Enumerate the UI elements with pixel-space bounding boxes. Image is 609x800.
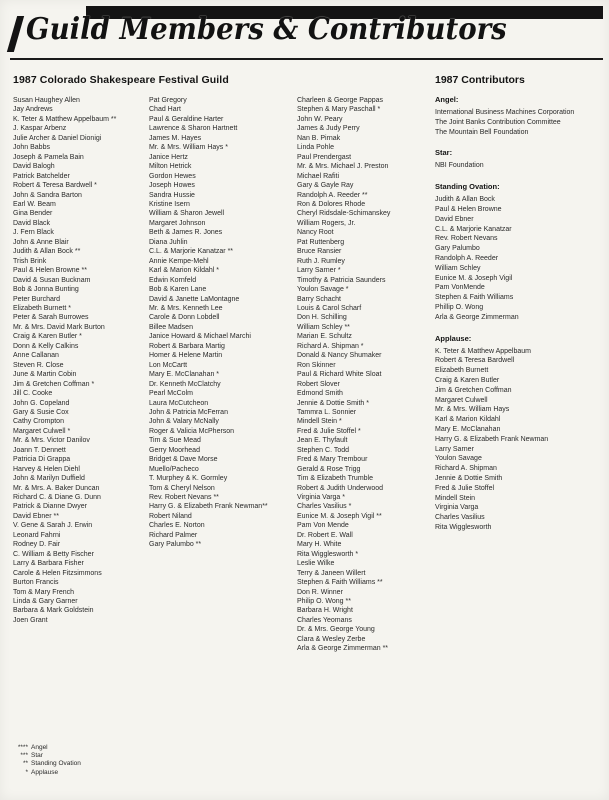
list-item: Don H. Schilling bbox=[297, 314, 347, 322]
legend-stars: **** bbox=[17, 744, 28, 751]
list-item: Tammra L. Sonnier bbox=[297, 408, 357, 416]
list-item: Bob & Karen Lane bbox=[149, 286, 207, 294]
list-item: Jim & Gretchen Coffman bbox=[435, 386, 512, 394]
legend-label: Star bbox=[31, 752, 43, 760]
list-item: Chad Hart bbox=[149, 106, 181, 114]
legend-label: Applause bbox=[31, 768, 59, 776]
angel-list bbox=[435, 108, 603, 137]
list-item: Margaret Johnson bbox=[149, 219, 206, 227]
list-item: Paul & Geraldine Harter bbox=[149, 115, 224, 123]
list-item: Mr. & Mrs. A. Baker Duncan bbox=[13, 484, 100, 492]
list-item: Tim & Sue Mead bbox=[149, 437, 201, 445]
list-item: Laura McCutcheon bbox=[149, 399, 209, 407]
list-item: Gerald & Rose Trigg bbox=[297, 465, 361, 473]
list-item: Mr. & Mrs. Victor Danilov bbox=[13, 437, 90, 445]
list-item: Lon McCartt bbox=[149, 361, 188, 369]
list-item: Mr. & Mrs. William Hays * bbox=[149, 144, 228, 152]
list-item: Earl W. Beam bbox=[13, 200, 56, 208]
list-item: Elizabeth Burnett * bbox=[13, 304, 71, 312]
star-list bbox=[435, 161, 603, 171]
list-item: Eunice M. & Joseph Vigil ** bbox=[297, 512, 382, 520]
list-item: Leonard Fahrni bbox=[13, 531, 61, 539]
list-item: Don R. Winner bbox=[297, 588, 343, 596]
list-item: Paul & Helen Browne bbox=[435, 205, 502, 213]
guild-column-2 bbox=[149, 96, 297, 654]
list-item: Rita Wigglesworth * bbox=[297, 550, 359, 558]
list-item: Louis & Carol Scharf bbox=[297, 304, 362, 312]
list-item: Donn & Kelly Calkins bbox=[13, 342, 79, 350]
list-item: Kristine Isern bbox=[149, 200, 190, 208]
list-item: John W. Peary bbox=[297, 115, 343, 123]
list-item: Harry G. & Elizabeth Frank Newman** bbox=[149, 503, 268, 511]
list-item: Mr. & Mrs. Kenneth Lee bbox=[149, 304, 223, 312]
list-item: Elizabeth Burnett bbox=[435, 367, 489, 375]
contributors-section bbox=[421, 66, 603, 544]
list-item: NBI Foundation bbox=[435, 162, 484, 170]
list-item: Mr. & Mrs. Michael J. Preston bbox=[297, 163, 389, 171]
list-item: Jennie & Dottie Smith * bbox=[297, 399, 369, 407]
legend-row-applause bbox=[13, 769, 81, 777]
list-item: Joann T. Dennett bbox=[13, 446, 66, 454]
list-item: Virginia Varga bbox=[435, 504, 479, 512]
list-item: Annie Kempe-Mehl bbox=[149, 257, 209, 265]
list-item: Jean E. Thyfault bbox=[297, 437, 348, 445]
list-item: Jill C. Cooke bbox=[13, 390, 53, 398]
guild-column-1 bbox=[13, 96, 149, 654]
list-item: Carole & Donn Lobdell bbox=[149, 314, 220, 322]
list-item: Sandra Hussie bbox=[149, 191, 195, 199]
list-item: Gina Bender bbox=[13, 210, 53, 218]
list-item: Rev. Robert Nevans ** bbox=[149, 494, 219, 502]
list-item: Robert Slover bbox=[297, 380, 340, 388]
list-item: Virginia Varga * bbox=[297, 494, 345, 502]
list-item: Homer & Helene Martin bbox=[149, 352, 223, 360]
list-item: C.L. & Marjorie Kanatzar bbox=[435, 225, 512, 233]
list-item: Mindell Stein bbox=[435, 494, 476, 502]
list-item: Youlon Savage * bbox=[297, 286, 349, 294]
list-item: International Business Machines Corporation bbox=[435, 109, 575, 116]
list-item: Leslie Wilke bbox=[297, 560, 335, 568]
list-item: Tom & Cheryl Nelson bbox=[149, 484, 215, 492]
list-item: Janice Howard & Michael Marchi bbox=[149, 333, 251, 341]
legend-label: Angel bbox=[31, 744, 48, 751]
list-item: Craig & Karen Butler * bbox=[13, 333, 82, 341]
list-item: Linda Pohle bbox=[297, 144, 334, 152]
list-item: Peter & Sarah Burrowes bbox=[13, 314, 89, 322]
list-item: Mary H. White bbox=[297, 541, 342, 549]
list-item: William Schley bbox=[435, 264, 481, 272]
contributors-standing-ovation-section bbox=[435, 182, 603, 322]
list-item: Robert & Teresa Bardwell bbox=[435, 357, 515, 365]
legend-label: Standing Ovation bbox=[31, 760, 81, 768]
list-item: Beth & James R. Jones bbox=[149, 229, 223, 237]
list-item: Robert Niland bbox=[149, 512, 192, 520]
page-title: Guild Members & Contributors bbox=[26, 12, 507, 47]
list-item: Barry Schacht bbox=[297, 295, 341, 303]
list-item: Stephen & Faith Williams ** bbox=[297, 579, 383, 587]
list-item: Ruth J. Rumley bbox=[297, 257, 345, 265]
list-item: Harry G. & Elizabeth Frank Newman bbox=[435, 435, 549, 443]
list-item: K. Teter & Matthew Appelbaum bbox=[435, 347, 531, 355]
guild-column-3 bbox=[297, 96, 421, 654]
list-item: John & Sandra Barton bbox=[13, 191, 82, 199]
list-item: Mary E. McClanahan bbox=[435, 425, 501, 433]
list-item: V. Gene & Sarah J. Erwin bbox=[13, 522, 93, 530]
list-item: Margaret Culwell * bbox=[13, 427, 71, 435]
list-item: Paul Prendergast bbox=[297, 153, 352, 161]
star-label: Star: bbox=[435, 148, 453, 158]
list-item: Stephen C. Todd bbox=[297, 446, 350, 454]
list-item: David Ebner ** bbox=[13, 512, 59, 520]
list-item: Cathy Crompton bbox=[13, 418, 64, 426]
list-item: J. Kaspar Arbenz bbox=[13, 125, 67, 133]
list-item: Cheryl Ridsdale-Schimanskey bbox=[297, 210, 391, 218]
list-item: Rita Wigglesworth bbox=[435, 523, 492, 531]
list-item: Ron Skinner bbox=[297, 361, 336, 369]
list-item: Timothy & Patricia Saunders bbox=[297, 276, 386, 284]
list-item: Robert & Barbara Martig bbox=[149, 342, 225, 350]
list-item: Stephen & Mary Paschall * bbox=[297, 106, 381, 114]
legend-row-standing-ovation bbox=[13, 760, 81, 768]
list-item: Marian E. Schultz bbox=[297, 333, 352, 341]
list-item: William & Sharon Jewell bbox=[149, 210, 225, 218]
list-item: Arla & George Zimmerman ** bbox=[297, 645, 389, 653]
guild-columns bbox=[13, 96, 421, 654]
list-item: Donald & Nancy Shumaker bbox=[297, 352, 382, 360]
list-item: Joseph Howes bbox=[149, 182, 195, 190]
list-item: Fred & Mary Trembour bbox=[297, 456, 368, 464]
list-item: Jim & Gretchen Coffman * bbox=[13, 380, 95, 388]
list-item: Ron & Dolores Rhode bbox=[297, 200, 366, 208]
list-item: Tom & Mary French bbox=[13, 588, 75, 596]
list-item: Charles Yeomans bbox=[297, 616, 352, 624]
list-item: Charles Vasilius * bbox=[297, 503, 352, 511]
list-item: Linda & Gary Garner bbox=[13, 598, 78, 606]
list-item: Roger & Valicia McPherson bbox=[149, 427, 235, 435]
list-item: Dr. Kenneth McClatchy bbox=[149, 380, 221, 388]
list-item: David Ebner bbox=[435, 215, 474, 223]
list-item: Youlon Savage bbox=[435, 455, 482, 463]
list-item: Margaret Culwell bbox=[435, 396, 488, 404]
list-item: The Mountain Bell Foundation bbox=[435, 128, 529, 136]
list-item: Richard Palmer bbox=[149, 531, 198, 539]
list-item: David & Susan Bucknam bbox=[13, 276, 91, 284]
list-item: William Schley ** bbox=[297, 323, 350, 331]
list-item: Robert & Judith Underwood bbox=[297, 484, 383, 492]
contributors-applause-section bbox=[435, 334, 603, 533]
list-item: Mr. & Mrs. David Mark Burton bbox=[13, 323, 105, 331]
list-item: Pat Ruttenberg bbox=[297, 238, 345, 246]
list-item: Gerry Moorhead bbox=[149, 446, 200, 454]
guild-section bbox=[13, 66, 421, 654]
list-item: Charles Vasilius bbox=[435, 514, 485, 522]
list-item: John G. Copeland bbox=[13, 399, 70, 407]
list-item: Gary & Susie Cox bbox=[13, 408, 69, 416]
list-item: C.L. & Marjorie Kanatzar ** bbox=[149, 248, 234, 256]
list-item: Stephen & Faith Williams bbox=[435, 294, 514, 302]
list-item: June & Martin Cobin bbox=[13, 371, 77, 379]
list-item: Philip O. Wong ** bbox=[297, 598, 351, 606]
list-item: Karl & Marion Kildahl bbox=[435, 416, 501, 424]
list-item: Billee Madsen bbox=[149, 323, 193, 331]
standing-ovation-list bbox=[435, 195, 603, 322]
list-item: Edwin Kornfeld bbox=[149, 276, 197, 284]
list-item: Paul & Richard White Sloat bbox=[297, 371, 382, 379]
list-item: Karl & Marion Kildahl * bbox=[149, 267, 220, 275]
list-item: Lawrence & Sharon Hartnett bbox=[149, 125, 238, 133]
list-item: Michael Rafiti bbox=[297, 172, 340, 180]
list-item: Clara & Wesley Zerbe bbox=[297, 635, 366, 643]
list-item: Eunice M. & Joseph Vigil bbox=[435, 274, 513, 282]
list-item: Paul & Helen Browne ** bbox=[13, 267, 87, 275]
list-item: Tim & Elizabeth Trumble bbox=[297, 475, 373, 483]
list-item: J. Fern Black bbox=[13, 229, 54, 237]
list-item: Pam VonMende bbox=[435, 284, 485, 292]
list-item: Steven R. Close bbox=[13, 361, 64, 369]
legend-stars: * bbox=[25, 768, 28, 776]
list-item: Diana Juhlin bbox=[149, 238, 188, 246]
applause-list bbox=[435, 347, 603, 533]
list-item: Julie Archer & Daniel Dionigi bbox=[13, 134, 102, 142]
list-item: Gordon Hewes bbox=[149, 172, 196, 180]
list-item: K. Teter & Matthew Appelbaum ** bbox=[13, 115, 117, 123]
list-item: Judith & Allan Bock ** bbox=[13, 248, 81, 256]
header-slash-ornament bbox=[7, 16, 24, 52]
list-item: C. William & Betty Fischer bbox=[13, 550, 94, 558]
list-item: Rev. Robert Nevans bbox=[435, 235, 498, 243]
list-item: Larry Sarner bbox=[435, 445, 474, 453]
list-item: Judith & Allan Bock bbox=[435, 196, 495, 204]
list-item: Nan B. Pirnak bbox=[297, 134, 341, 142]
list-item: Richard C. & Diane G. Dunn bbox=[13, 494, 101, 502]
list-item: Joen Grant bbox=[13, 616, 48, 624]
list-item: Arla & George Zimmerman bbox=[435, 313, 519, 321]
list-item: Gary & Gayle Ray bbox=[297, 182, 354, 190]
guild-title: 1987 Colorado Shakespeare Festival Guild bbox=[13, 74, 229, 86]
list-item: Anne Callanan bbox=[13, 352, 59, 360]
list-item: Patricia Di Grappa bbox=[13, 456, 71, 464]
list-item: Bob & Jonna Bunting bbox=[13, 286, 79, 294]
list-item: David Black bbox=[13, 219, 50, 227]
list-item: Trish Brink bbox=[13, 257, 47, 265]
list-item: Charles E. Norton bbox=[149, 522, 205, 530]
list-item: Randolph A. Reeder ** bbox=[297, 191, 368, 199]
list-item: John & Anne Blair bbox=[13, 238, 69, 246]
legend-stars: *** bbox=[20, 752, 28, 760]
list-item: Mindell Stein * bbox=[297, 418, 342, 426]
list-item: Pearl McColm bbox=[149, 390, 193, 398]
contributors-angel-section bbox=[435, 95, 603, 137]
list-item: Randolph A. Reeder bbox=[435, 254, 499, 262]
list-item: David & Janette LaMontagne bbox=[149, 295, 240, 303]
list-item: Pam Von Mende bbox=[297, 522, 349, 530]
list-item: James & Judy Perry bbox=[297, 125, 360, 133]
list-item: Burton Francis bbox=[13, 579, 59, 587]
list-item: Terry & Janeen Willert bbox=[297, 569, 366, 577]
list-item: John & Marilyn Duffield bbox=[13, 475, 85, 483]
applause-label: Applause: bbox=[435, 333, 472, 343]
content-area bbox=[13, 66, 603, 800]
list-item: David Balogh bbox=[13, 163, 55, 171]
list-item: Bruce Ransier bbox=[297, 248, 342, 256]
list-item: Fred & Julie Stoffel * bbox=[297, 427, 361, 435]
list-item: Richard A. Shipman bbox=[435, 465, 497, 473]
legend-row-star bbox=[13, 752, 81, 760]
list-item: Muello/Pacheco bbox=[149, 465, 199, 473]
legend bbox=[13, 744, 81, 777]
list-item: Nancy Root bbox=[297, 229, 334, 237]
header-rule bbox=[10, 58, 603, 60]
legend-stars: ** bbox=[22, 760, 28, 768]
list-item: Carole & Helen Fitzsimmons bbox=[13, 569, 102, 577]
list-item: Gary Palumbo ** bbox=[149, 541, 202, 549]
list-item: John Babbs bbox=[13, 144, 50, 152]
list-item: Patrick & Dianne Dwyer bbox=[13, 503, 87, 511]
list-item: Richard A. Shipman * bbox=[297, 342, 364, 350]
list-item: Janice Hertz bbox=[149, 153, 188, 161]
list-item: Craig & Karen Butler bbox=[435, 376, 500, 384]
list-item: Barbara H. Wright bbox=[297, 607, 353, 615]
list-item: Larry & Barbara Fisher bbox=[13, 560, 84, 568]
list-item: Mary E. McClanahan * bbox=[149, 371, 220, 379]
list-item: Susan Haughey Allen bbox=[13, 97, 80, 104]
list-item: Charleen & George Pappas bbox=[297, 97, 383, 104]
list-item: William Rogers, Jr. bbox=[297, 219, 356, 227]
standing-ovation-label: Standing Ovation: bbox=[435, 182, 500, 192]
contributors-star-section bbox=[435, 148, 603, 171]
list-item: The Joint Banks Contribution Committee bbox=[435, 118, 561, 126]
list-item: Mr. & Mrs. William Hays bbox=[435, 406, 510, 414]
list-item: John & Patricia McFerran bbox=[149, 408, 228, 416]
list-item: Patrick Batchelder bbox=[13, 172, 70, 180]
list-item: Gary Palumbo bbox=[435, 245, 480, 253]
list-item: Jay Andrews bbox=[13, 106, 53, 114]
list-item: Dr. & Mrs. George Young bbox=[297, 626, 375, 634]
list-item: Robert & Teresa Bardwell * bbox=[13, 182, 97, 190]
legend-row-angel bbox=[13, 744, 81, 752]
contributors-title: 1987 Contributors bbox=[435, 74, 525, 86]
list-item: Jennie & Dottie Smith bbox=[435, 474, 503, 482]
list-item: Edmond Smith bbox=[297, 390, 343, 398]
list-item: Barbara & Mark Goldstein bbox=[13, 607, 94, 615]
angel-label: Angel: bbox=[435, 95, 459, 104]
list-item: Phillip O. Wong bbox=[435, 303, 484, 311]
list-item: Fred & Julie Stoffel bbox=[435, 484, 495, 492]
list-item: Joseph & Pamela Bain bbox=[13, 153, 84, 161]
list-item: James M. Hayes bbox=[149, 134, 202, 142]
list-item: Peter Burchard bbox=[13, 295, 61, 303]
list-item: Larry Sarner * bbox=[297, 267, 341, 275]
list-item: Bridget & Dave Morse bbox=[149, 456, 218, 464]
list-item: Pat Gregory bbox=[149, 97, 187, 104]
list-item: Rodney D. Fair bbox=[13, 541, 61, 549]
list-item: Dr. Robert E. Wall bbox=[297, 531, 353, 539]
list-item: Harvey & Helen Diehl bbox=[13, 465, 80, 473]
list-item: John & Valary McNally bbox=[149, 418, 219, 426]
list-item: Milton Hetrick bbox=[149, 163, 192, 171]
list-item: T. Murphey & K. Gormley bbox=[149, 475, 228, 483]
